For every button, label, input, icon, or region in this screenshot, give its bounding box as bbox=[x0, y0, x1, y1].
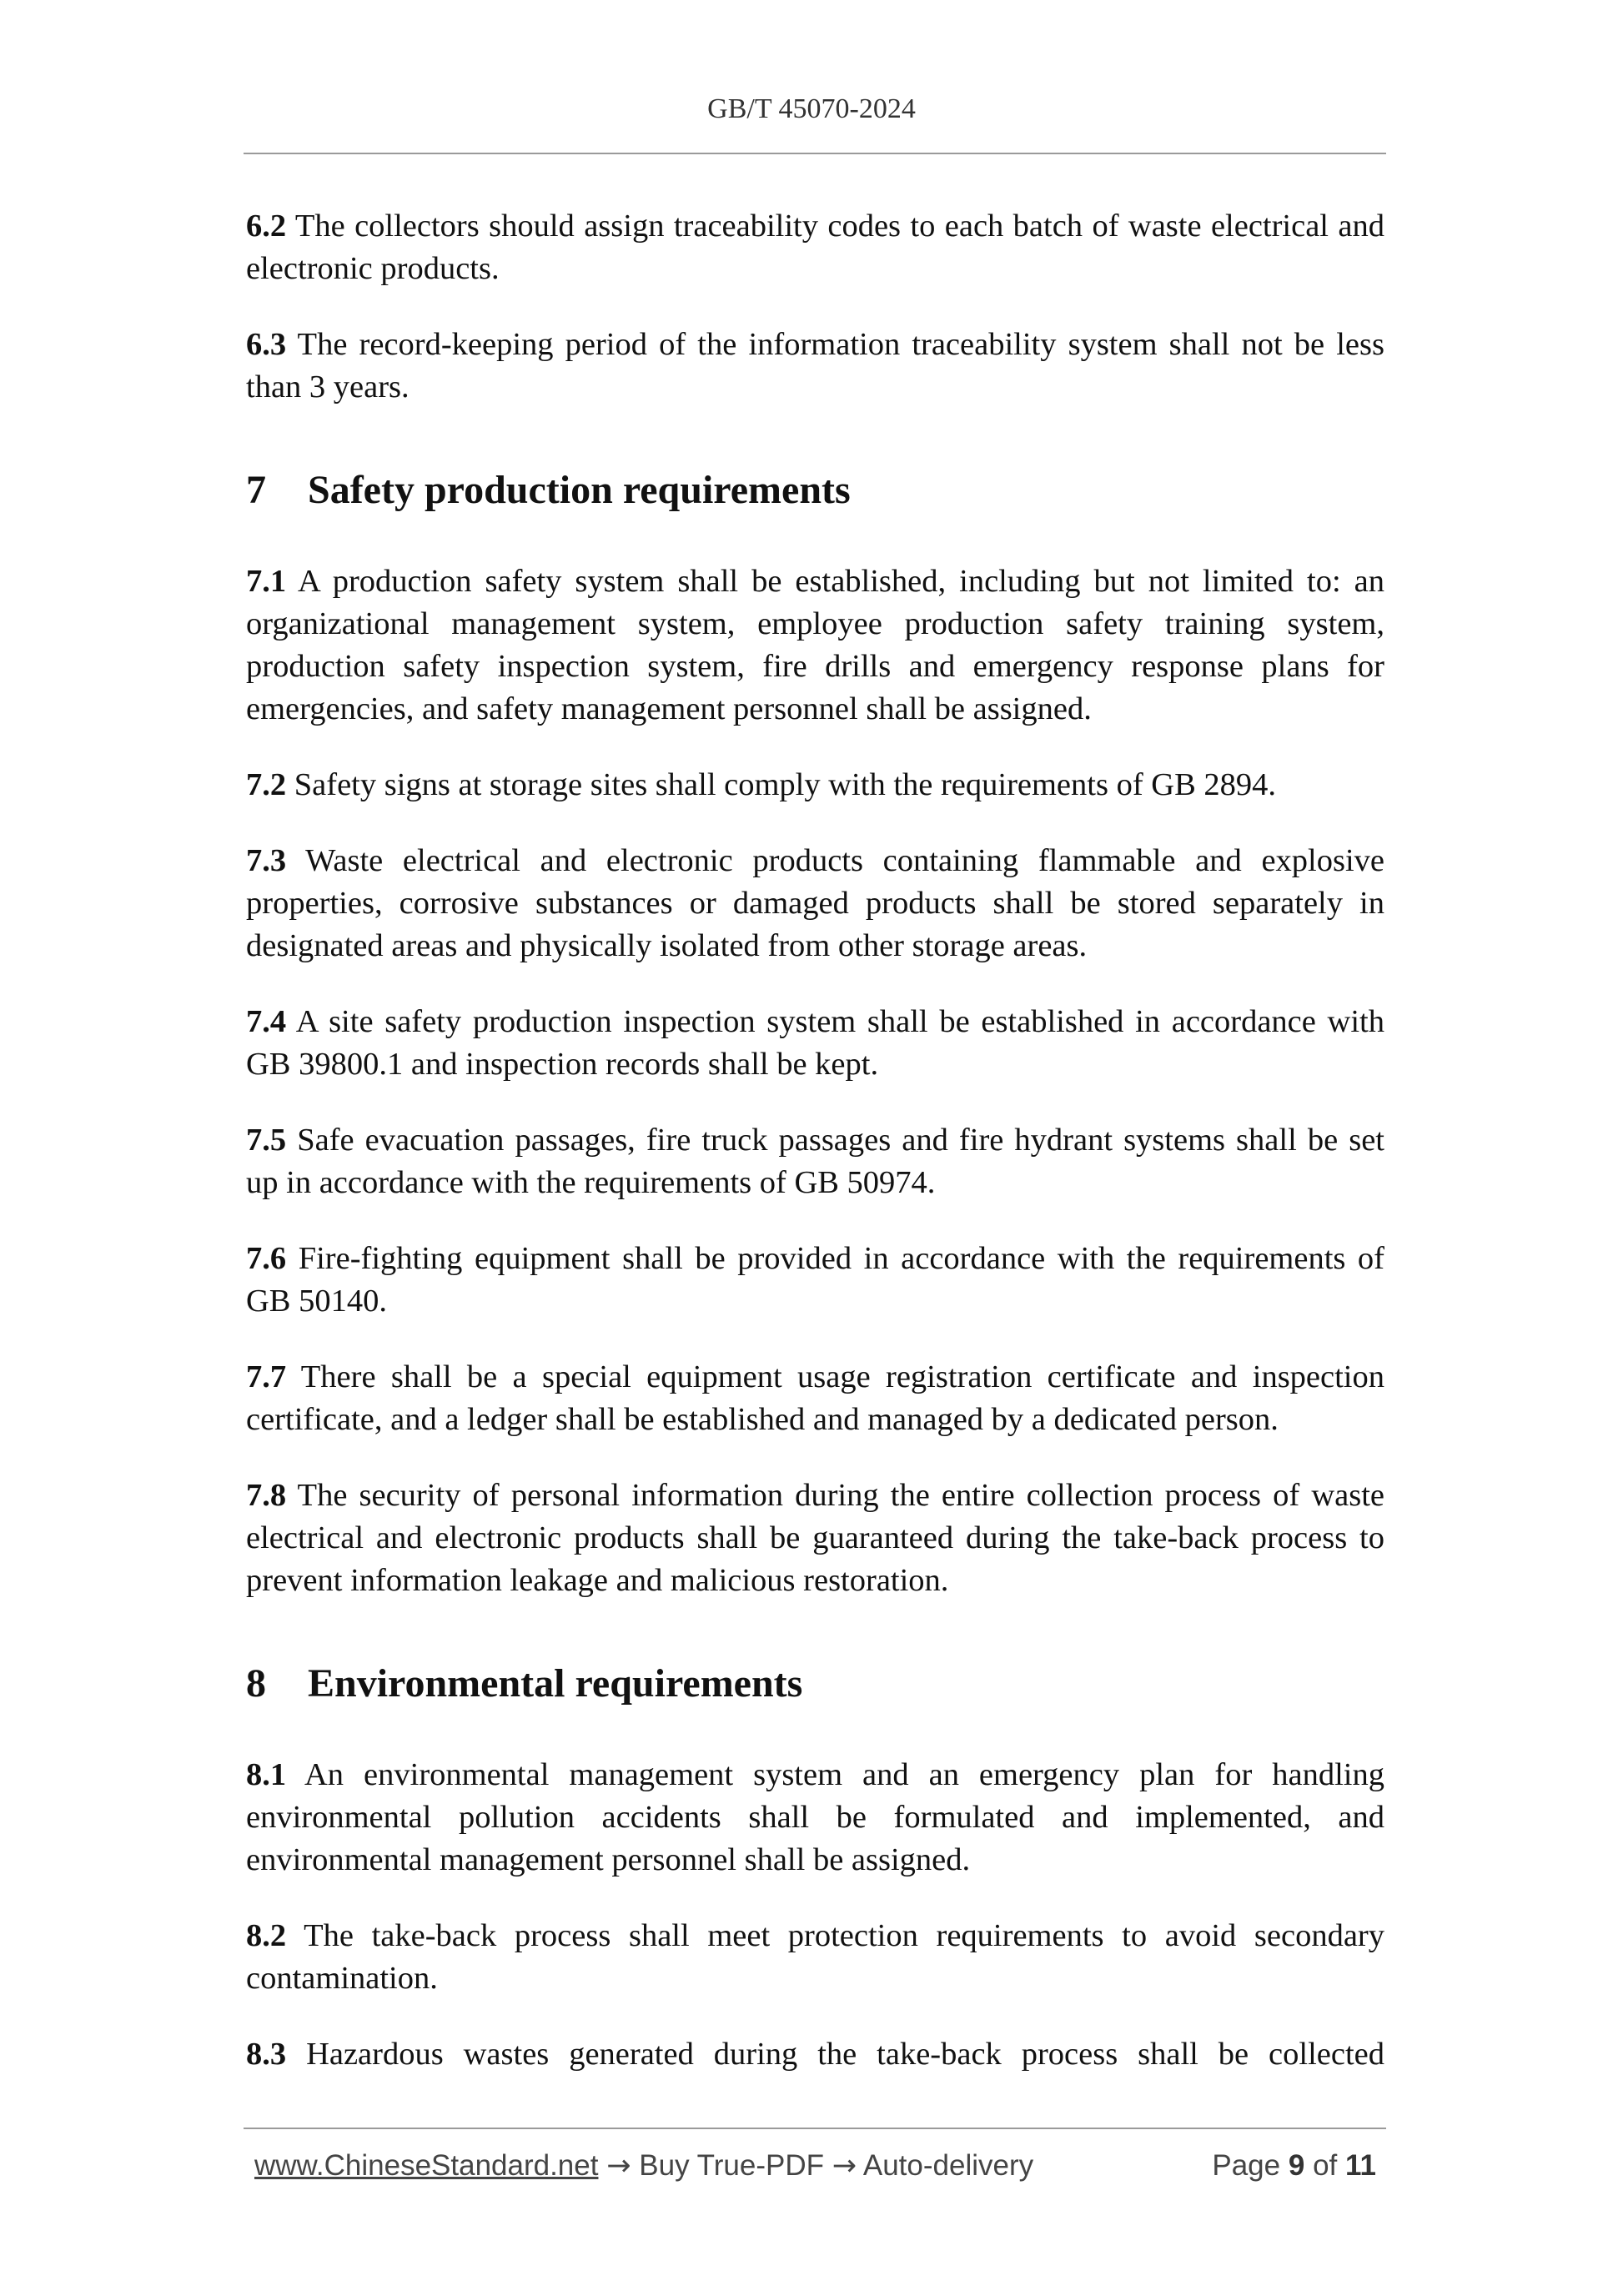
page-current: 9 bbox=[1288, 2149, 1305, 2182]
page-of-label: of bbox=[1313, 2149, 1338, 2182]
document-body bbox=[246, 205, 1384, 2109]
section-title: Safety production requirements bbox=[308, 468, 851, 512]
page-indicator bbox=[1212, 2149, 1376, 2183]
section-8-heading bbox=[246, 1659, 1384, 1709]
clause-7-1 bbox=[246, 560, 1384, 731]
clause-text: There shall be a special equipment usage registration certificate and inspection certificate, and a ledger shall be established and managed by a dedicated person. bbox=[246, 1359, 1385, 1437]
section-number: 7 bbox=[246, 468, 266, 512]
clause-text: The collectors should assign traceability codes to each batch of waste electrical and electronic products. bbox=[246, 208, 1384, 286]
clause-number: 6.3 bbox=[246, 327, 287, 362]
auto-delivery-text: Auto-delivery bbox=[862, 2149, 1034, 2182]
clause-number: 8.1 bbox=[246, 1757, 287, 1792]
clause-number: 7.5 bbox=[246, 1123, 287, 1158]
page-total: 11 bbox=[1345, 2149, 1376, 2182]
arrow-right-icon: → bbox=[606, 2149, 631, 2183]
arrow-right-icon: → bbox=[832, 2149, 857, 2183]
clause-text: The record-keeping period of the information traceability system shall not be less than 3 years. bbox=[246, 327, 1384, 404]
clause-number: 7.7 bbox=[246, 1359, 287, 1394]
clause-8-1 bbox=[246, 1754, 1384, 1882]
header-divider bbox=[244, 153, 1386, 154]
clause-7-5 bbox=[246, 1119, 1384, 1204]
clause-number: 7.1 bbox=[246, 564, 287, 599]
clause-text: The security of personal information during the entire collection process of waste electrical and electronic products shall be guaranteed during the take-back process to prevent information leakage and malicious restoration. bbox=[246, 1478, 1384, 1598]
clause-6-2 bbox=[246, 205, 1384, 290]
clause-text: The take-back process shall meet protection requirements to avoid secondary contamination. bbox=[246, 1918, 1384, 1996]
site-link[interactable]: www.ChineseStandard.net bbox=[254, 2149, 599, 2182]
clause-7-6 bbox=[246, 1238, 1384, 1323]
clause-text: Fire-fighting equipment shall be provided in accordance with the requirements of GB 50140. bbox=[246, 1241, 1385, 1319]
clause-text: Safe evacuation passages, fire truck passages and fire hydrant systems shall be set up in accordance with the requirements of GB 50974. bbox=[246, 1123, 1384, 1200]
clause-7-4 bbox=[246, 1001, 1384, 1086]
document-header: GB/T 45070-2024 bbox=[707, 93, 916, 124]
clause-number: 8.2 bbox=[246, 1918, 287, 1953]
buy-pdf-text: Buy True-PDF bbox=[639, 2149, 824, 2182]
clause-8-3 bbox=[246, 2033, 1384, 2076]
clause-text: A production safety system shall be established, including but not limited to: an organizational management system, employee production safety training system, production safety inspection system, fire drills and emergency response plans for emergencies, and safety management personnel shall be assigned. bbox=[246, 564, 1384, 726]
clause-text: Safety signs at storage sites shall comply with the requirements of GB 2894. bbox=[294, 767, 1277, 802]
clause-text: Hazardous wastes generated during the take-back process shall be collected bbox=[306, 2037, 1384, 2072]
clause-number: 8.3 bbox=[246, 2037, 287, 2072]
clause-number: 6.2 bbox=[246, 208, 287, 244]
clause-text: Waste electrical and electronic products containing flammable and explosive properties, corrosive substances or damaged products shall be stored separately in designated areas and physically isolated from other storage areas. bbox=[246, 843, 1384, 963]
section-title: Environmental requirements bbox=[308, 1661, 803, 1706]
clause-7-2 bbox=[246, 764, 1384, 806]
section-number: 8 bbox=[246, 1661, 266, 1706]
clause-text: An environmental management system and an emergency plan for handling environmental pollution accidents shall be formulated and implemented, and environmental management personnel shall be assigned. bbox=[246, 1757, 1384, 1877]
clause-number: 7.4 bbox=[246, 1004, 287, 1039]
clause-number: 7.6 bbox=[246, 1241, 287, 1276]
clause-number: 7.2 bbox=[246, 767, 287, 802]
clause-7-3 bbox=[246, 840, 1384, 967]
clause-number: 7.3 bbox=[246, 843, 287, 878]
clause-7-7 bbox=[246, 1356, 1384, 1441]
section-7-heading bbox=[246, 465, 1384, 515]
clause-7-8 bbox=[246, 1475, 1384, 1602]
clause-8-2 bbox=[246, 1915, 1384, 2000]
footer-divider bbox=[244, 2128, 1386, 2129]
page-footer bbox=[254, 2149, 1376, 2183]
clause-number: 7.8 bbox=[246, 1478, 287, 1513]
clause-text: A site safety production inspection system shall be established in accordance with GB 39800.1 and inspection records shall be kept. bbox=[246, 1004, 1384, 1082]
clause-6-3 bbox=[246, 324, 1384, 409]
page-label: Page bbox=[1212, 2149, 1281, 2182]
